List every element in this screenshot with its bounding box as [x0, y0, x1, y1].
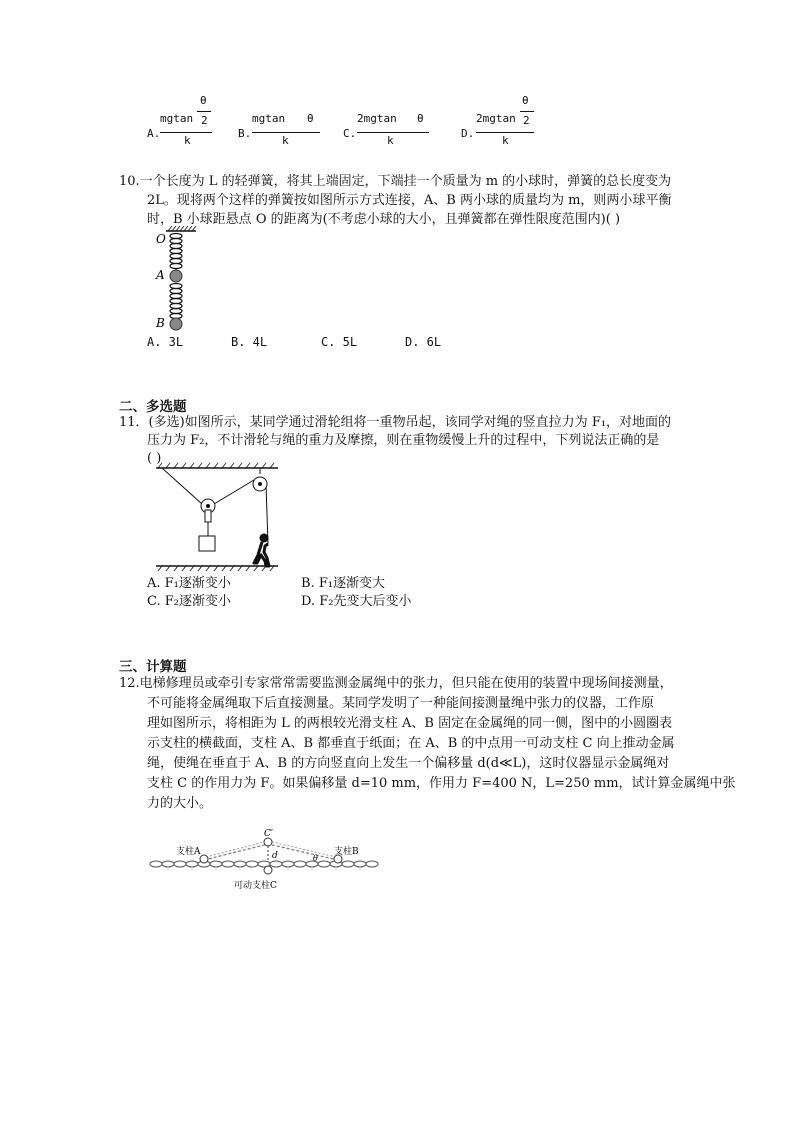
q9-a-theta: θ — [200, 94, 207, 107]
q11-line-1: 11．(多选)如图所示，某同学通过滑轮组将一重物吊起，该同学对绳的竖直拉力为 F₁，对地面的 — [119, 415, 672, 430]
q12-line-7: 力的大小。 — [147, 796, 213, 811]
q11-line-3: ( ) — [147, 451, 162, 466]
label-o: O — [156, 232, 166, 246]
section-3-title: 三、计算题 — [119, 659, 187, 675]
q9-d-theta: θ — [522, 94, 529, 107]
label-c-prime: C′ — [264, 829, 273, 839]
q9-a-half: 2 — [201, 114, 208, 127]
q10-line-2: 2L。现将两个这样的弹簧按如图所示方式连接，A、B 两小球的质量均为 m，则两小球平衡 — [147, 193, 672, 208]
q11-pulley-figure — [150, 462, 284, 574]
q12-line-2: 不可能将金属绳取下后直接测量。某同学发明了一种能间接测量绳中张力的仪器，工作原 — [147, 696, 655, 711]
q10-option-b: B. 4L — [231, 335, 268, 349]
q9-options — [0, 0, 794, 160]
person-icon — [254, 534, 269, 566]
pillar-c — [264, 866, 272, 874]
q10-line-3: 时，B 小球距悬点 O 的距离为(不考虑小球的大小，且弹簧都在弹性限度范围内)( ) — [147, 212, 621, 227]
q11-option-b: B. F₁逐渐变大 — [301, 576, 386, 591]
q12-line-5: 绳，使绳在垂直于 A、B 的方向竖直向上发生一个偏移量 d(d≪L)，这时仪器显示金属绳对 — [147, 756, 670, 771]
q10-option-d: D. 6L — [405, 335, 442, 349]
label-pillar-a: 支柱A — [176, 847, 201, 857]
q9-c-theta: θ — [417, 112, 424, 125]
q9-d-denominator: k — [502, 134, 509, 147]
label-pillar-b: 支柱B — [334, 847, 359, 857]
q10-line-1: 10.一个长度为 L 的轻弹簧，将其上端固定，下端挂一个质量为 m 的小球时，弹簧的总长度变为 — [119, 174, 672, 189]
label-theta: θ — [313, 854, 318, 863]
label-d: d — [272, 851, 278, 861]
metal-wire — [150, 861, 378, 867]
section-2-title: 二、多选题 — [119, 399, 187, 415]
q9-option-d-label: D. — [461, 127, 475, 140]
pillar-c-prime — [264, 838, 272, 846]
q9-a-denominator: k — [184, 134, 191, 147]
q9-d-numerator: 2mgtan — [476, 112, 516, 125]
q10-option-a: A. 3L — [147, 335, 184, 349]
q12-line-4: 示支柱的横截面，支柱 A、B 都垂直于纸面；在 A、B 的中点用一可动支柱 C 向上推动金属 — [147, 736, 675, 751]
q9-b-denominator: k — [282, 134, 289, 147]
q9-b-theta: θ — [307, 112, 314, 125]
q12-line-1: 12.电梯修理员或牵引专家常常需要监测金属绳中的张力，但只能在使用的装置中现场间接测量， — [119, 676, 673, 691]
label-b: B — [156, 316, 165, 330]
q9-option-a-label: A. — [147, 127, 161, 140]
q11-option-d: D. F₂先变大后变小 — [301, 594, 412, 609]
label-a: A — [156, 268, 165, 282]
q12-line-3: 理如图所示，将相距为 L 的两根较光滑支柱 A、B 固定在金属绳的同一侧，图中的小圆圈表 — [147, 716, 673, 731]
q12-line-6: 支柱 C 的作用力为 F。如果偏移量 d=10 mm，作用力 F=400 N，L=250 mm，试计算金属绳中张 — [147, 776, 736, 791]
ball-a — [170, 270, 182, 282]
q9-c-denominator: k — [387, 134, 394, 147]
q9-d-half: 2 — [523, 114, 530, 127]
q9-b-numerator: mgtan — [252, 112, 286, 125]
q9-a-numerator: mgtan — [160, 112, 194, 125]
pillar-a — [200, 855, 208, 863]
q10-option-c: C. 5L — [321, 335, 358, 349]
q9-option-c-label: C. — [343, 127, 357, 140]
q10-spring-figure — [150, 226, 210, 334]
ball-b — [170, 318, 182, 330]
q11-option-a: A. F₁逐渐变小 — [147, 576, 231, 591]
q12-wire-figure — [148, 826, 388, 892]
q9-option-b-label: B. — [238, 127, 252, 140]
label-pillar-c: 可动支柱C — [234, 881, 277, 891]
q11-option-c: C. F₂逐渐变小 — [147, 594, 231, 609]
q9-c-numerator: 2mgtan — [357, 112, 397, 125]
weight-block — [199, 536, 215, 551]
q11-line-2: 压力为 F₂，不计滑轮与绳的重力及摩擦，则在重物缓慢上升的过程中，下列说法正确的是 — [147, 433, 660, 448]
